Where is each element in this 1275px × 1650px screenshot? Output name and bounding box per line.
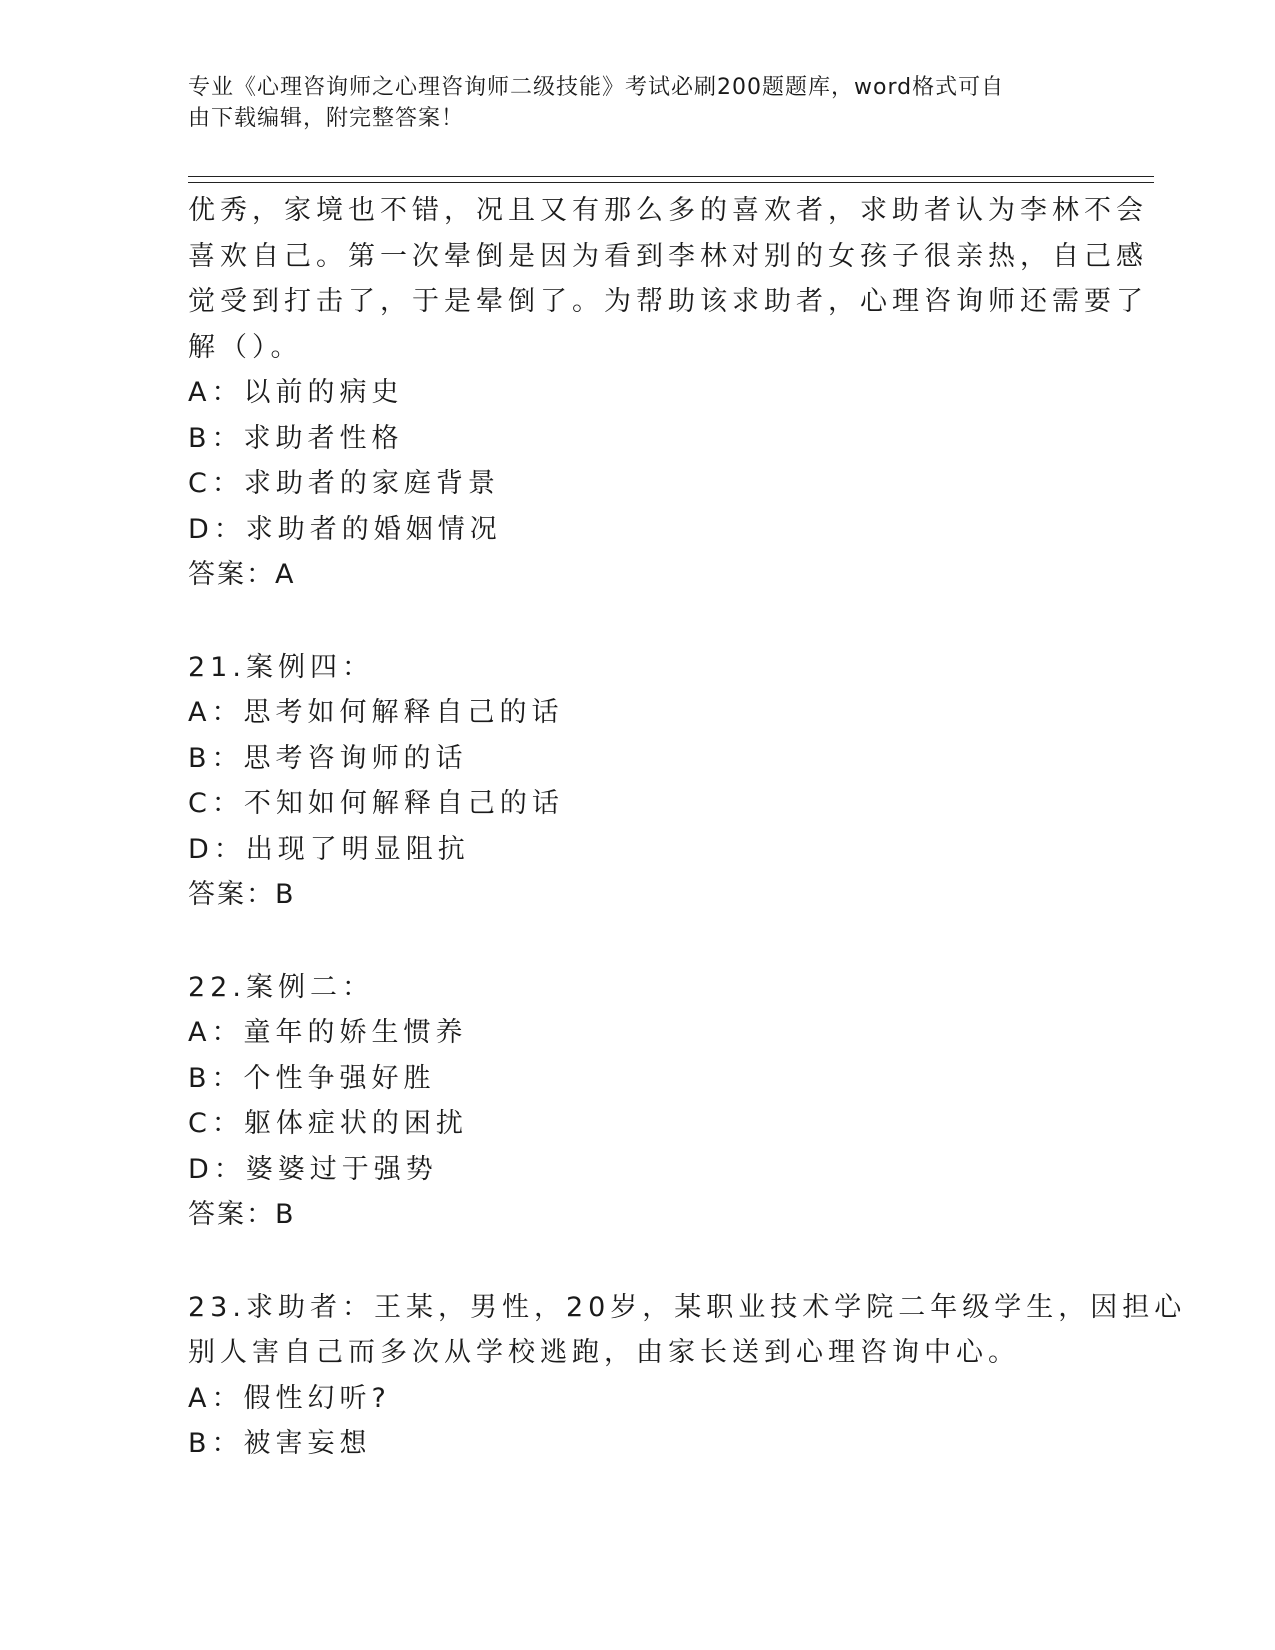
answer-line: 答案：B xyxy=(188,879,296,910)
option-d: D：求助者的婚姻情况 xyxy=(188,513,502,545)
option-b: B：思考咨询师的话 xyxy=(188,742,468,774)
question-22 xyxy=(188,965,1088,1238)
question-stem-line: 喜欢自己。第一次晕倒是因为看到李林对别的女孩子很亲热，自己感 xyxy=(188,240,1148,272)
option-c: C：不知如何解释自己的话 xyxy=(188,788,564,819)
header-divider-top xyxy=(188,176,1154,177)
question-21 xyxy=(188,645,1088,918)
spacer xyxy=(188,1238,1088,1285)
option-b: B：求助者性格 xyxy=(188,422,404,454)
question-stem-line: 觉受到打击了，于是晕倒了。为帮助该求助者，心理咨询师还需要了 xyxy=(188,286,1148,317)
document-body xyxy=(188,188,1187,1467)
header-title-line-2: 由下载编辑，附完整答案！ xyxy=(188,106,465,131)
question-23 xyxy=(188,1285,1187,1467)
option-b: B：被害妄想 xyxy=(188,1428,372,1459)
option-a: A：假性幻听? xyxy=(188,1382,391,1414)
spacer xyxy=(188,918,1088,965)
question-stem: 21.案例四： xyxy=(188,651,374,683)
option-b: B：个性争强好胜 xyxy=(188,1062,436,1094)
question-20-continuation xyxy=(188,188,1148,598)
answer-line: 答案：B xyxy=(188,1199,296,1230)
document-header xyxy=(188,72,1068,134)
option-a: A：童年的娇生惯养 xyxy=(188,1017,468,1048)
question-stem-line: 解（）。 xyxy=(188,331,303,363)
header-title-line-1: 专业《心理咨询师之心理咨询师二级技能》考试必刷200题题库，word格式可自 xyxy=(188,75,1005,100)
option-d: D：出现了明显阻抗 xyxy=(188,833,470,865)
option-c: C：躯体症状的困扰 xyxy=(188,1108,468,1139)
answer-line: 答案：A xyxy=(188,559,296,590)
question-stem-line: 23.求助者：王某，男性，20岁，某职业技术学院二年级学生，因担心 xyxy=(188,1291,1187,1323)
header-divider-bottom xyxy=(188,182,1154,183)
question-stem-line: 别人害自己而多次从学校逃跑，由家长送到心理咨询中心。 xyxy=(188,1337,1020,1368)
option-c: C：求助者的家庭背景 xyxy=(188,468,500,499)
question-stem-line: 优秀，家境也不错，况且又有那么多的喜欢者，求助者认为李林不会 xyxy=(188,195,1148,226)
option-a: A：以前的病史 xyxy=(188,377,404,408)
option-d: D：婆婆过于强势 xyxy=(188,1153,438,1185)
question-stem: 22.案例二： xyxy=(188,971,374,1003)
option-a: A：思考如何解释自己的话 xyxy=(188,697,564,728)
spacer xyxy=(188,598,1088,645)
